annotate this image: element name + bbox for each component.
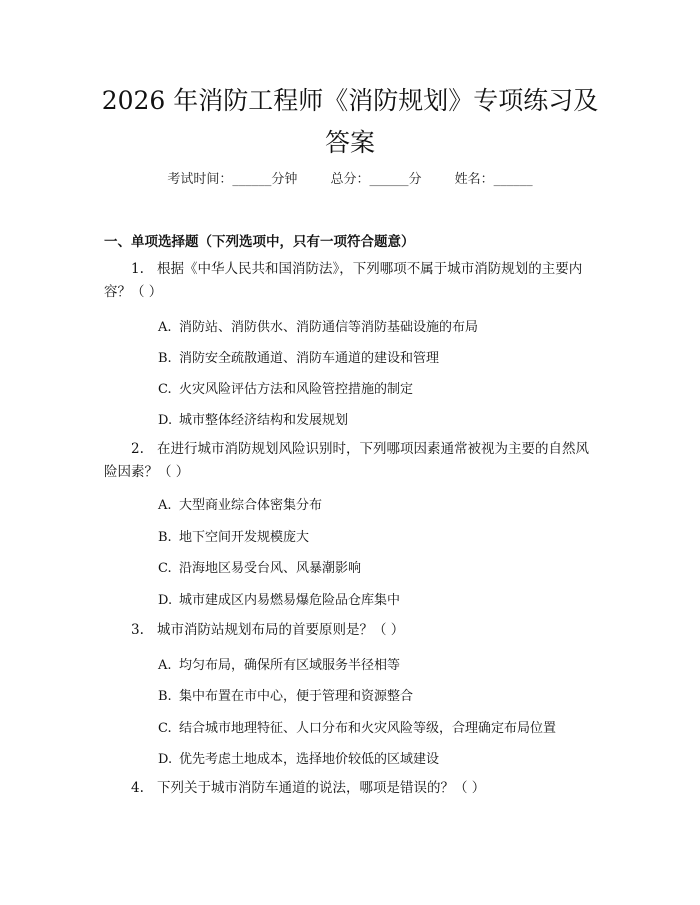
meta-name-label: 姓名：	[454, 172, 494, 187]
option-letter: A.	[158, 320, 172, 335]
question-2-option-c	[158, 557, 361, 576]
section-title: 一、单项选择题（下列选项中，只有一项符合题意）	[104, 234, 415, 250]
option-letter: C.	[158, 721, 172, 736]
option-text: 结合城市地理特征、人口分布和火灾风险等级，合理确定布局位置	[179, 721, 557, 736]
option-text: 城市整体经济结构和发展规划	[179, 413, 349, 428]
option-text: 城市建成区内易燃易爆危险品仓库集中	[179, 593, 401, 608]
question-2-option-d	[158, 589, 400, 608]
meta-score-unit: 分	[408, 172, 422, 187]
option-text: 集中布置在市中心，便于管理和资源整合	[179, 689, 414, 704]
question-number: 2.	[131, 441, 144, 457]
question-3-option-c	[158, 717, 556, 736]
option-letter: C.	[158, 561, 172, 576]
meta-score-label: 总分：	[330, 172, 370, 187]
option-letter: D.	[158, 413, 173, 428]
meta-time-unit: 分钟	[271, 172, 298, 187]
option-letter: B.	[158, 530, 172, 545]
question-1-option-a	[158, 316, 478, 335]
page-title	[80, 80, 620, 164]
question-number: 3.	[131, 622, 144, 638]
meta-score-blank: ______	[369, 172, 409, 187]
title-line-2: 答案	[324, 128, 375, 157]
question-2	[131, 436, 589, 463]
question-text: 在进行城市消防规划风险识别时，下列哪项因素通常被视为主要的自然风	[157, 441, 589, 457]
option-letter: B.	[158, 689, 172, 704]
option-text: 沿海地区易受台风、风暴潮影响	[179, 561, 362, 576]
question-1-option-c	[158, 378, 413, 397]
option-letter: B.	[158, 351, 172, 366]
question-3-option-b	[158, 685, 413, 704]
question-1	[131, 256, 582, 283]
question-text: 下列关于城市消防车通道的说法，哪项是错误的？（ ）	[157, 780, 486, 796]
option-text: 地下空间开发规模庞大	[179, 530, 310, 545]
meta-time-label: 考试时间：	[167, 172, 233, 187]
question-3-option-a	[158, 654, 400, 673]
option-text: 消防站、消防供水、消防通信等消防基础设施的布局	[179, 320, 479, 335]
meta-name-blank: ______	[493, 172, 533, 187]
option-letter: C.	[158, 382, 172, 397]
option-text: 消防安全疏散通道、消防车通道的建设和管理	[179, 351, 440, 366]
question-2-option-b	[158, 526, 309, 545]
question-text: 城市消防站规划布局的首要原则是？（ ）	[157, 622, 405, 638]
question-number: 1.	[131, 261, 144, 277]
option-text: 优先考虑土地成本，选择地价较低的区域建设	[179, 752, 440, 767]
option-text: 大型商业综合体密集分布	[179, 498, 323, 513]
question-text: 根据《中华人民共和国消防法》，下列哪项不属于城市消防规划的主要内	[157, 261, 583, 277]
question-2-continuation: 险因素？（ ）	[104, 464, 190, 480]
option-text: 均匀布局，确保所有区域服务半径相等	[179, 658, 401, 673]
question-2-option-a	[158, 494, 322, 513]
question-number: 4.	[131, 780, 144, 796]
question-1-continuation: 容？（ ）	[104, 284, 163, 300]
option-letter: A.	[158, 658, 172, 673]
option-letter: D.	[158, 593, 173, 608]
option-letter: D.	[158, 752, 173, 767]
title-line-1: 2026 年消防工程师《消防规划》专项练习及	[101, 86, 599, 115]
question-4	[131, 775, 485, 802]
option-letter: A.	[158, 498, 172, 513]
option-text: 火灾风险评估方法和风险管控措施的制定	[179, 382, 414, 397]
meta-time-blank: ______	[232, 172, 272, 187]
question-3-option-d	[158, 748, 439, 767]
question-1-option-d	[158, 409, 348, 428]
question-1-option-b	[158, 347, 439, 366]
exam-meta	[0, 168, 700, 187]
question-3	[131, 617, 404, 644]
